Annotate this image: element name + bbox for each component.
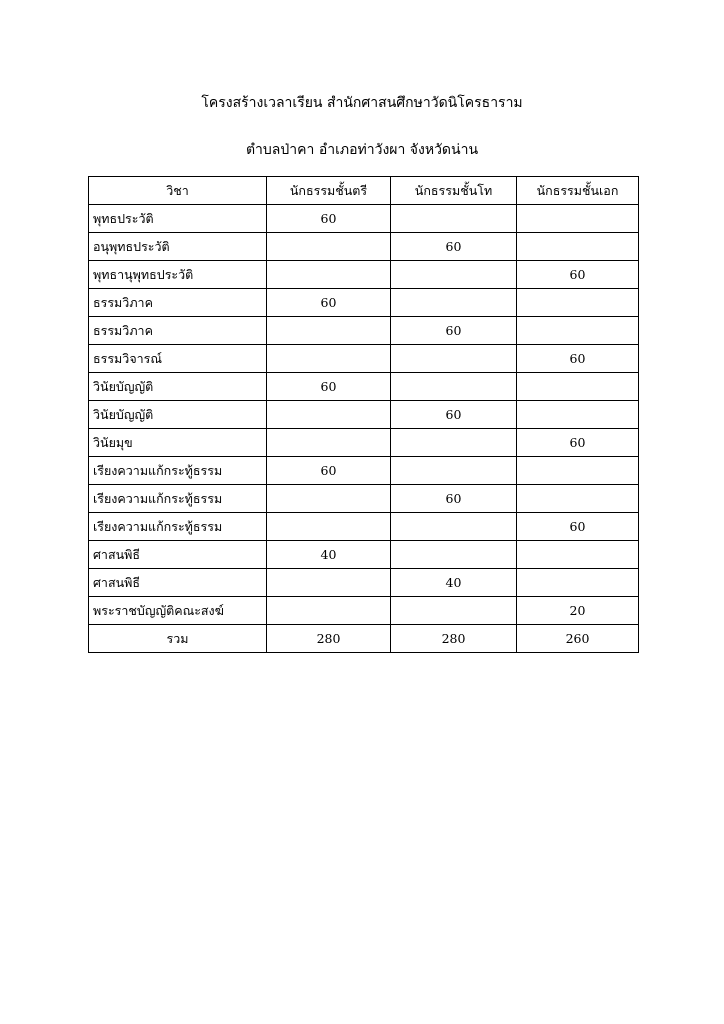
document-subtitle: ตำบลป่าคา อำเภอท่าวังผา จังหวัดน่าน bbox=[245, 142, 479, 158]
subject-cell: เรียงความแก้กระทู้ธรรม bbox=[89, 457, 267, 485]
subject-cell: ธรรมวิภาค bbox=[89, 317, 267, 345]
subject-cell: พระราชบัญญัติคณะสงฆ์ bbox=[89, 597, 267, 625]
table-row bbox=[89, 205, 639, 233]
table-row bbox=[89, 261, 639, 289]
level-tri-cell: 40 bbox=[267, 541, 391, 569]
level-tho-cell bbox=[391, 597, 517, 625]
level-ek-cell bbox=[517, 457, 639, 485]
level-tho-cell: 40 bbox=[391, 569, 517, 597]
subject-cell: วินัยบัญญัติ bbox=[89, 401, 267, 429]
subject-cell: วินัยมุข bbox=[89, 429, 267, 457]
level-tri-cell bbox=[267, 597, 391, 625]
subject-cell: พุทธประวัติ bbox=[89, 205, 267, 233]
level-tri-cell: 60 bbox=[267, 205, 391, 233]
level-ek-cell bbox=[517, 317, 639, 345]
level-tho-cell bbox=[391, 457, 517, 485]
level-tho-cell: 60 bbox=[391, 485, 517, 513]
table-row bbox=[89, 513, 639, 541]
level-ek-cell bbox=[517, 373, 639, 401]
level-tri-cell: 60 bbox=[267, 289, 391, 317]
table-row bbox=[89, 233, 639, 261]
subject-cell: ศาสนพิธี bbox=[89, 569, 267, 597]
header-level-tho: นักธรรมชั้นโท bbox=[391, 177, 517, 205]
level-tri-cell: 60 bbox=[267, 457, 391, 485]
table-row bbox=[89, 569, 639, 597]
level-tho-cell: 60 bbox=[391, 401, 517, 429]
table-row bbox=[89, 345, 639, 373]
header-subject: วิชา bbox=[89, 177, 267, 205]
subject-cell: วินัยบัญญัติ bbox=[89, 373, 267, 401]
total-label: รวม bbox=[89, 625, 267, 653]
level-ek-cell bbox=[517, 485, 639, 513]
level-ek-cell bbox=[517, 569, 639, 597]
level-tri-cell bbox=[267, 513, 391, 541]
level-tho-cell bbox=[391, 289, 517, 317]
level-ek-cell bbox=[517, 233, 639, 261]
table-row bbox=[89, 541, 639, 569]
subject-cell: อนุพุทธประวัติ bbox=[89, 233, 267, 261]
table-row bbox=[89, 429, 639, 457]
level-tri-cell bbox=[267, 429, 391, 457]
header-level-tri: นักธรรมชั้นตรี bbox=[267, 177, 391, 205]
subject-cell: ธรรมวิภาค bbox=[89, 289, 267, 317]
table-row bbox=[89, 457, 639, 485]
subject-cell: พุทธานุพุทธประวัติ bbox=[89, 261, 267, 289]
level-tri-cell bbox=[267, 485, 391, 513]
subject-cell: ศาสนพิธี bbox=[89, 541, 267, 569]
level-tho-cell bbox=[391, 373, 517, 401]
level-tho-cell: 60 bbox=[391, 233, 517, 261]
level-tho-cell bbox=[391, 345, 517, 373]
level-ek-cell: 60 bbox=[517, 345, 639, 373]
level-ek-cell: 60 bbox=[517, 513, 639, 541]
total-level-ek: 260 bbox=[517, 625, 639, 653]
level-tho-cell bbox=[391, 261, 517, 289]
table-row bbox=[89, 317, 639, 345]
subject-cell: เรียงความแก้กระทู้ธรรม bbox=[89, 513, 267, 541]
table-row bbox=[89, 373, 639, 401]
table-row bbox=[89, 401, 639, 429]
level-tri-cell bbox=[267, 569, 391, 597]
study-schedule-table bbox=[88, 176, 639, 653]
level-tri-cell: 60 bbox=[267, 373, 391, 401]
table-row bbox=[89, 597, 639, 625]
level-ek-cell: 60 bbox=[517, 261, 639, 289]
level-tho-cell bbox=[391, 205, 517, 233]
level-ek-cell: 20 bbox=[517, 597, 639, 625]
header-row bbox=[89, 177, 639, 205]
level-ek-cell bbox=[517, 205, 639, 233]
total-level-tri: 280 bbox=[267, 625, 391, 653]
level-ek-cell bbox=[517, 289, 639, 317]
table-body bbox=[89, 205, 639, 653]
subject-cell: ธรรมวิจารณ์ bbox=[89, 345, 267, 373]
level-tho-cell bbox=[391, 541, 517, 569]
level-tho-cell: 60 bbox=[391, 317, 517, 345]
level-ek-cell bbox=[517, 541, 639, 569]
document-title: โครงสร้างเวลาเรียน สำนักศาสนศึกษาวัดนิโครธาราม bbox=[201, 95, 523, 111]
level-tho-cell bbox=[391, 429, 517, 457]
level-tri-cell bbox=[267, 401, 391, 429]
table-row bbox=[89, 485, 639, 513]
level-tri-cell bbox=[267, 261, 391, 289]
level-tho-cell bbox=[391, 513, 517, 541]
level-ek-cell bbox=[517, 401, 639, 429]
header-level-ek: นักธรรมชั้นเอก bbox=[517, 177, 639, 205]
level-tri-cell bbox=[267, 233, 391, 261]
table-row bbox=[89, 289, 639, 317]
total-level-tho: 280 bbox=[391, 625, 517, 653]
level-tri-cell bbox=[267, 345, 391, 373]
total-row bbox=[89, 625, 639, 653]
level-tri-cell bbox=[267, 317, 391, 345]
subject-cell: เรียงความแก้กระทู้ธรรม bbox=[89, 485, 267, 513]
level-ek-cell: 60 bbox=[517, 429, 639, 457]
